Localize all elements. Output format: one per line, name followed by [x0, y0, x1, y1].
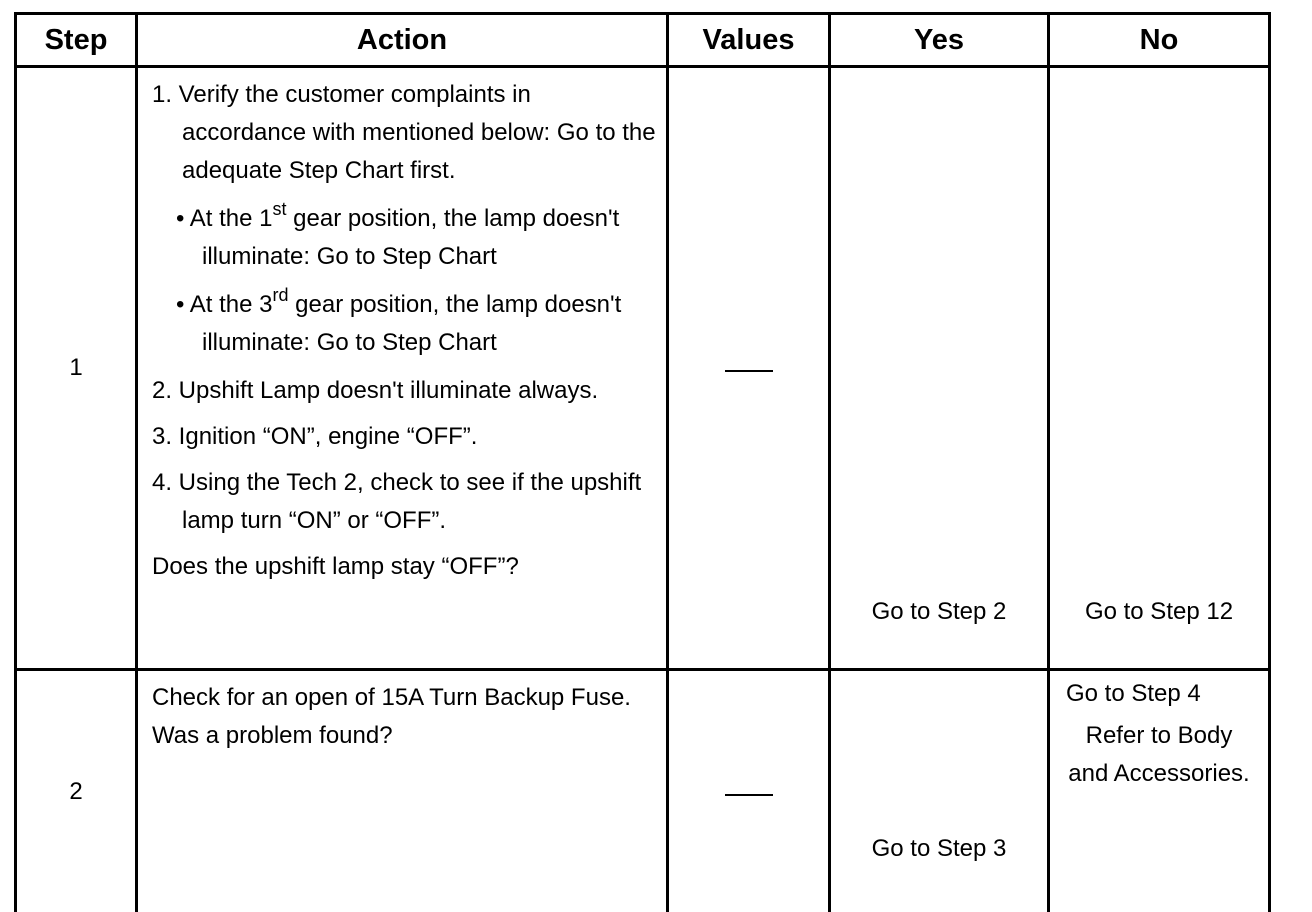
- action-item-3: 3. Ignition “ON”, engine “OFF”.: [152, 423, 478, 450]
- action-cell: [137, 670, 668, 912]
- diagnostic-step-table: [14, 12, 1271, 912]
- action-line-1: Check for an open of 15A Turn Backup Fuse.: [152, 684, 631, 712]
- yes-goto-step-3: Go to Step 3: [871, 835, 1007, 863]
- action-bullet-1: • At the 1st gear position, the lamp doesn't illuminate: Go to Step Chart: [176, 199, 620, 270]
- header-no: No: [1049, 14, 1270, 67]
- action-item-2: 2. Upshift Lamp doesn't illuminate always.: [152, 377, 599, 404]
- yes-goto-step-2: Go to Step 2: [871, 598, 1007, 625]
- action-question: Does the upshift lamp stay “OFF”?: [152, 553, 519, 580]
- action-cell: [137, 67, 668, 670]
- values-cell: [668, 67, 830, 670]
- header-values: Values: [668, 14, 830, 67]
- yes-cell: [830, 67, 1049, 670]
- values-dash: [725, 370, 773, 372]
- no-cell: [1049, 67, 1270, 670]
- header-step: Step: [16, 14, 137, 67]
- no-refer-body-accessories: Refer to Body and Accessories.: [1068, 722, 1250, 788]
- header-row: [16, 14, 1270, 67]
- values-cell: [668, 670, 830, 912]
- no-goto-step-4: Go to Step 4: [1066, 680, 1201, 708]
- header-yes: Yes: [830, 14, 1049, 67]
- action-item-1: 1. Verify the customer complaints in accordance with mentioned below: Go to the adequate Step Chart first.: [152, 81, 656, 184]
- action-item-4: 4. Using the Tech 2, check to see if the upshift lamp turn “ON” or “OFF”.: [152, 469, 642, 534]
- yes-cell: [830, 670, 1049, 912]
- action-bullet-2: • At the 3rd gear position, the lamp doesn't illuminate: Go to Step Chart: [176, 285, 622, 356]
- action-question: Was a problem found?: [152, 722, 393, 750]
- no-goto-step-12: Go to Step 12: [1084, 598, 1234, 625]
- no-cell: [1049, 670, 1270, 912]
- table-row-step-1: [16, 67, 1270, 670]
- header-action: Action: [137, 14, 668, 67]
- table-row-step-2: [16, 670, 1270, 912]
- values-dash: [725, 794, 773, 796]
- step-number: 2: [16, 670, 137, 912]
- step-number: 1: [16, 67, 137, 670]
